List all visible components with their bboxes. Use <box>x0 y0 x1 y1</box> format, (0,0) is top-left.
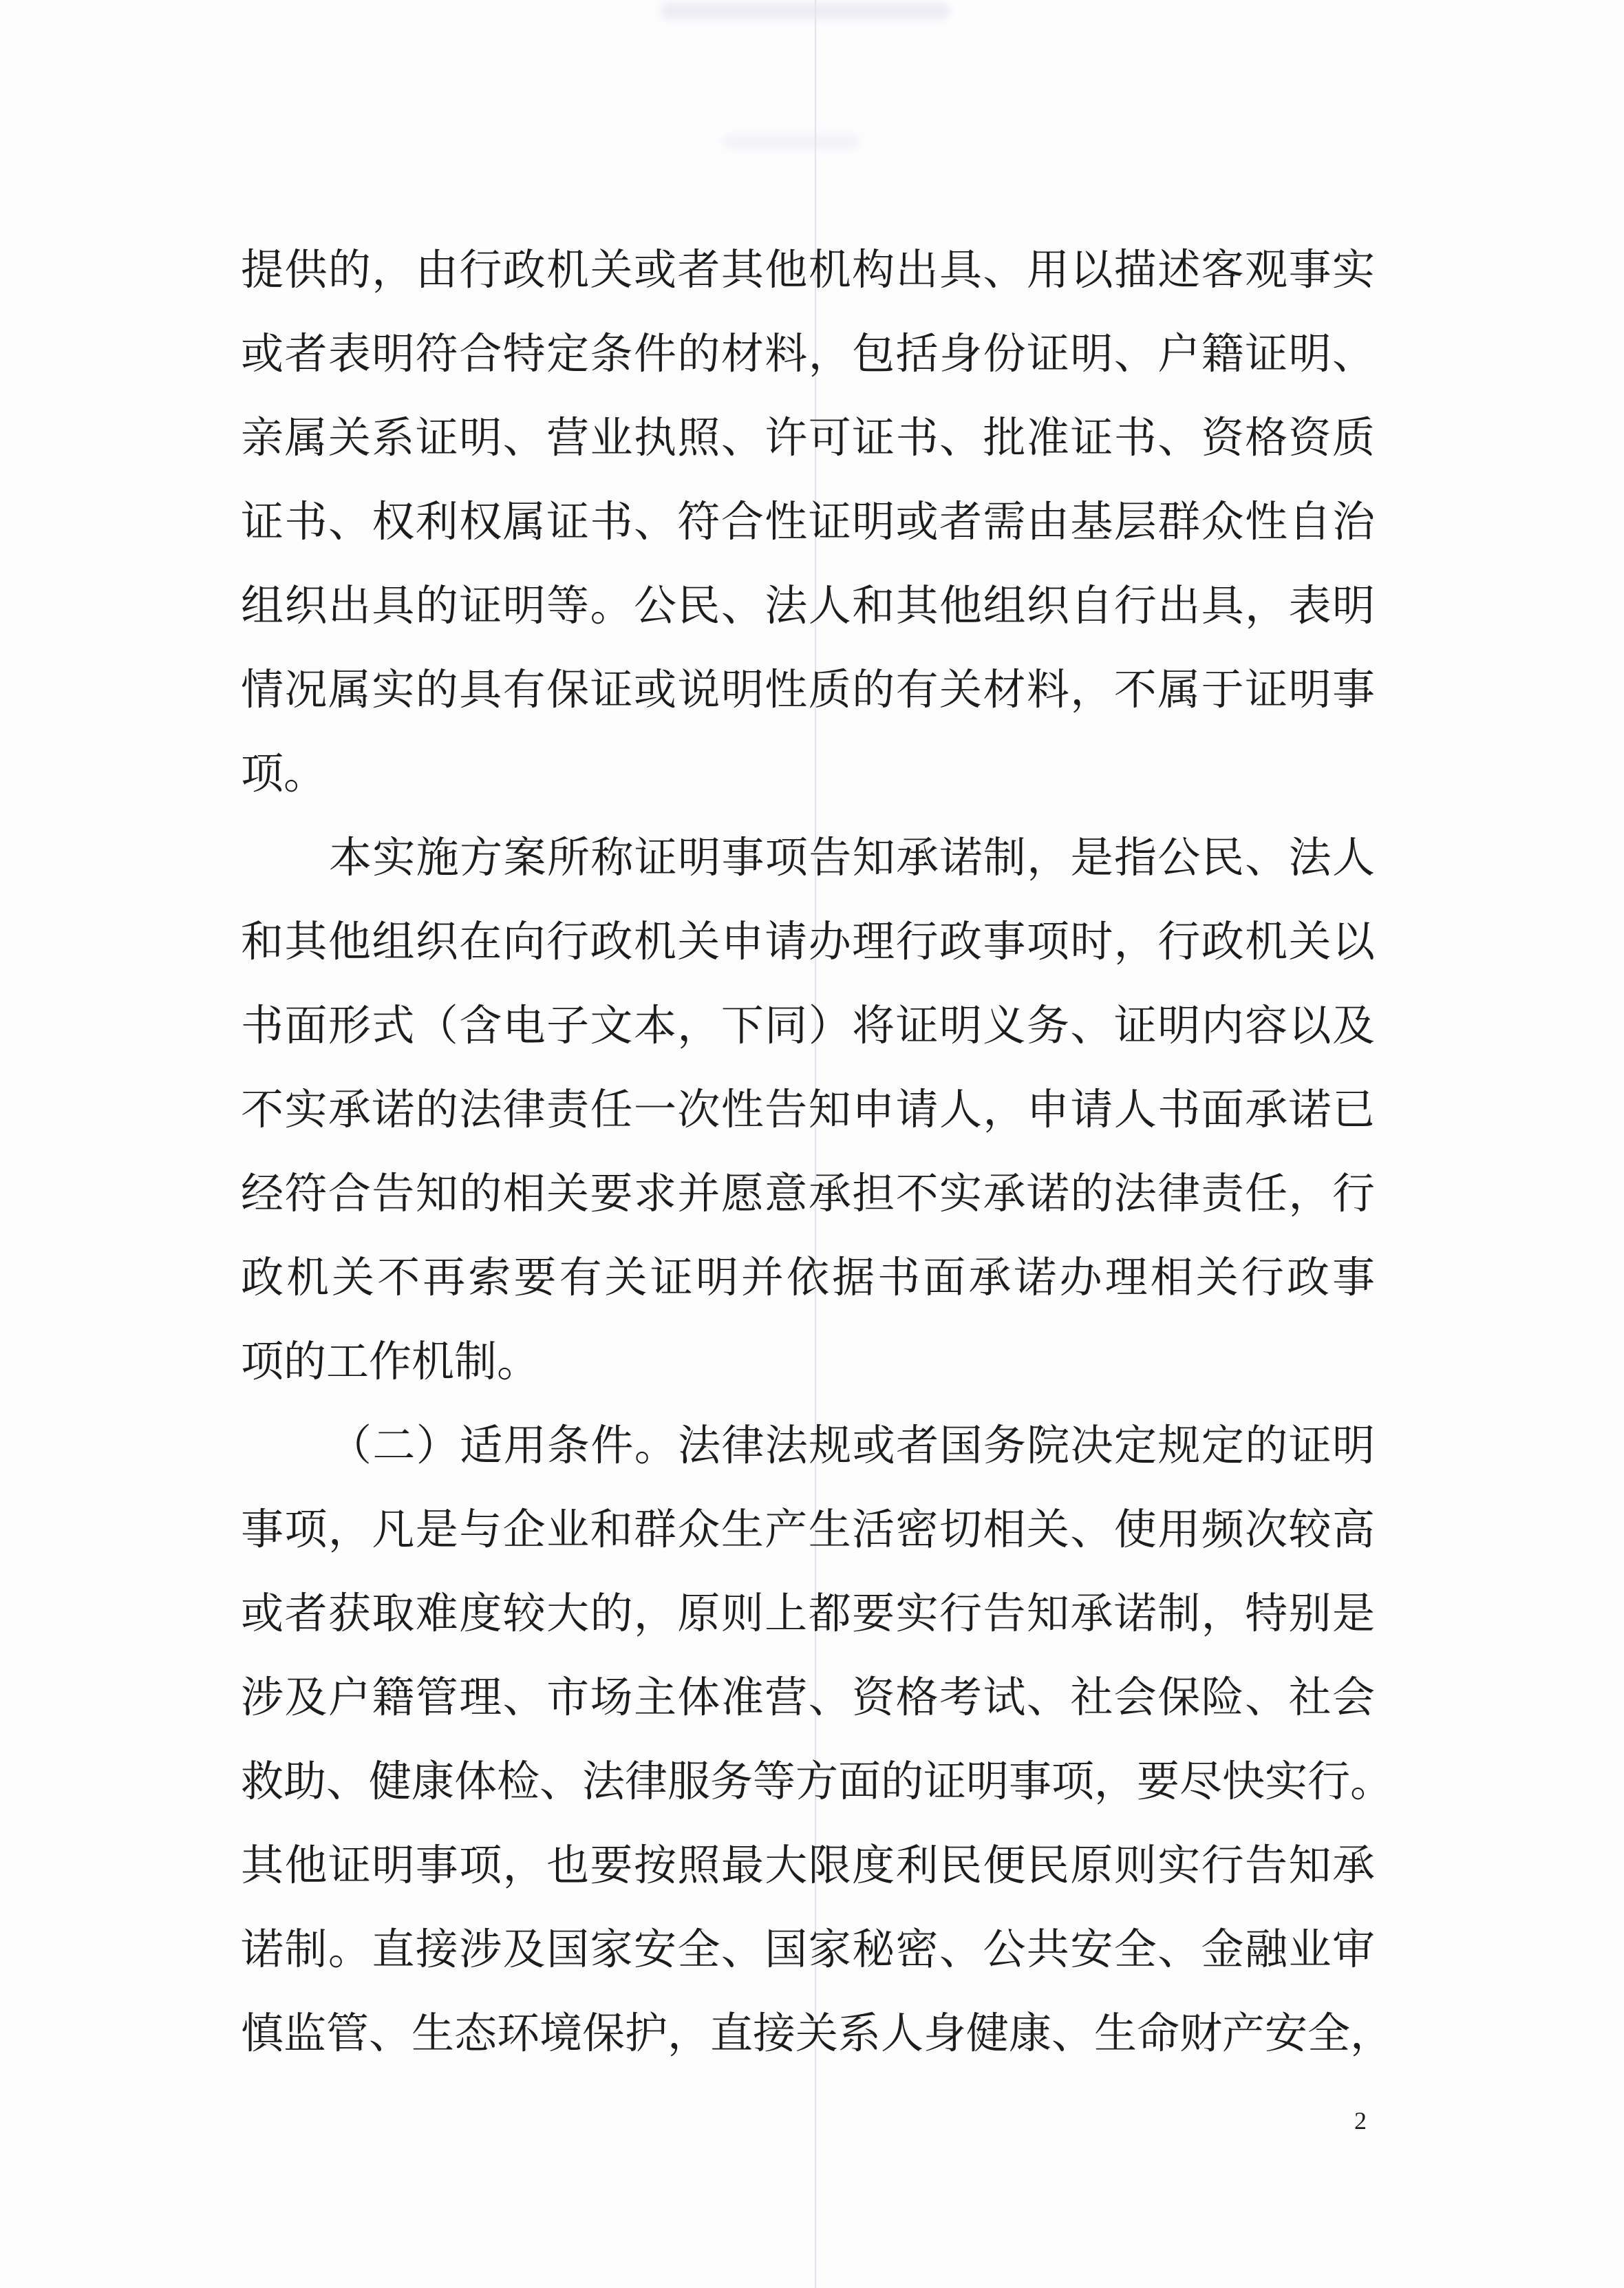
bleed-through-smudge <box>723 134 860 149</box>
text-line: 政机关不再索要有关证明并依据书面承诺办理相关行政事 <box>241 1252 1375 1302</box>
text-line: 组织出具的证明等。公民、法人和其他组织自行出具，表明 <box>241 580 1375 631</box>
text-line: 不实承诺的法律责任一次性告知申请人，申请人书面承诺已 <box>241 1084 1375 1134</box>
text-line: 项。 <box>241 748 327 798</box>
text-line: 其他证明事项，也要按照最大限度利民便民原则实行告知承 <box>241 1840 1375 1890</box>
text-line: 证书、权利权属证书、符合性证明或者需由基层群众性自治 <box>241 496 1375 547</box>
text-line: 经符合告知的相关要求并愿意承担不实承诺的法律责任，行 <box>241 1168 1375 1218</box>
text-line: 亲属关系证明、营业执照、许可证书、批准证书、资格资质 <box>241 412 1375 463</box>
text-line: 涉及户籍管理、市场主体准营、资格考试、社会保险、社会 <box>241 1672 1375 1722</box>
paragraph <box>241 228 1375 816</box>
text-line: 和其他组织在向行政机关申请办理行政事项时，行政机关以 <box>241 916 1375 966</box>
page-number: 2 <box>1354 2107 1367 2135</box>
text-line: 诺制。直接涉及国家安全、国家秘密、公共安全、金融业审 <box>241 1924 1375 1974</box>
text-line: 或者表明符合特定条件的材料，包括身份证明、户籍证明、 <box>241 328 1375 379</box>
text-line: 慎监管、生态环境保护，直接关系人身健康、生命财产安全， <box>241 2008 1393 2058</box>
text-line: （二）适用条件。法律法规或者国务院决定规定的证明 <box>329 1420 1375 1470</box>
text-line: 本实施方案所称证明事项告知承诺制，是指公民、法人 <box>329 832 1375 882</box>
text-line: 书面形式（含电子文本，下同）将证明义务、证明内容以及 <box>241 1000 1375 1050</box>
text-line: 或者获取难度较大的，原则上都要实行告知承诺制，特别是 <box>241 1588 1375 1638</box>
text-line: 情况属实的具有保证或说明性质的有关材料，不属于证明事 <box>241 664 1375 714</box>
text-line: 事项，凡是与企业和群众生产生活密切相关、使用频次较高 <box>241 1504 1375 1554</box>
paragraph <box>241 1403 1393 2075</box>
bleed-through-smudge <box>661 3 950 19</box>
text-line: 救助、健康体检、法律服务等方面的证明事项，要尽快实行。 <box>241 1756 1393 1806</box>
text-line: 项的工作机制。 <box>241 1336 540 1386</box>
document-body <box>241 228 1393 2075</box>
text-line: 提供的，由行政机关或者其他机构出具、用以描述客观事实 <box>241 244 1375 295</box>
paragraph <box>241 816 1375 1403</box>
